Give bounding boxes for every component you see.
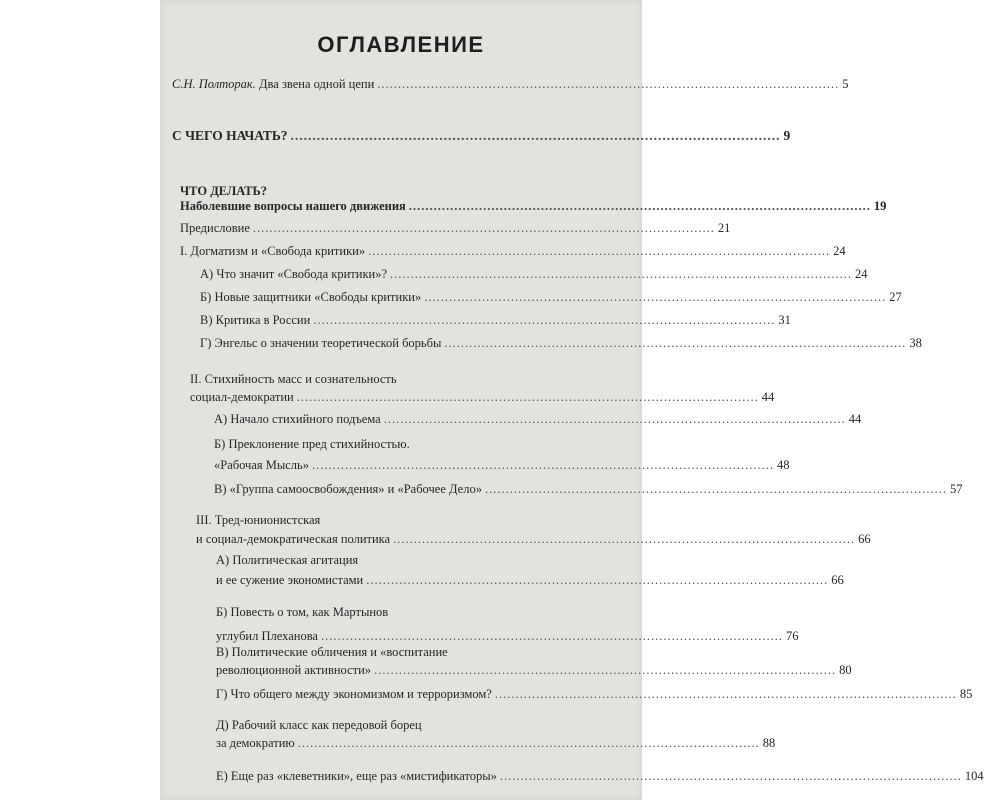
leader-dots: ................................................................................................................	[484, 482, 947, 496]
leader-dots: ................................................................................................................	[252, 221, 715, 235]
toc-entry-ch1-d: Г) Энгельс о значении теоретической борьбы ................................................................................................................ 38	[200, 336, 922, 350]
toc-entry-ch2-a: А) Начало стихийного подъема ................................................................................................................ 44	[214, 412, 862, 426]
leader-dots: ................................................................................................................	[408, 199, 871, 213]
leader-dots: ................................................................................................................	[494, 687, 957, 701]
ch2-b-line1: Б) Преклонение пред стихийностью.	[214, 437, 410, 451]
page-number: 80	[839, 663, 852, 677]
leader-dots: ................................................................................................................	[296, 390, 759, 404]
page-number: 5	[842, 77, 849, 91]
toc-entry-ch2-b: «Рабочая Мысль» ................................................................................................................ 48	[214, 458, 790, 472]
page-number: 57	[949, 482, 963, 496]
ch2-title-line1: II. Стихийность масс и сознательность	[190, 372, 397, 386]
page-number: 104	[964, 769, 984, 783]
page-number: 24	[833, 244, 846, 258]
leader-dots: ................................................................................................................	[313, 313, 776, 327]
toc-entry-ch3-a: и ее сужение экономистами ................................................................................................................ 66	[216, 573, 844, 587]
book-page	[160, 0, 984, 800]
toc-entry-ch2-c: В) «Группа самоосвобождения» и «Рабочее Дело» ................................................................................................................ 57	[214, 482, 963, 496]
leader-dots: ................................................................................................................	[366, 573, 829, 587]
page-number: 66	[858, 532, 871, 546]
toc-entry-ch1-a: А) Что значит «Свобода критики»? ................................................................................................................ 24	[200, 267, 868, 281]
ch3-c-line1: В) Политические обличения и «воспитание	[216, 645, 448, 659]
leader-dots: ................................................................................................................	[424, 290, 887, 304]
leader-dots: ................................................................................................................	[393, 532, 856, 546]
leader-dots: ................................................................................................................	[390, 267, 853, 281]
intro-author: С.Н. Полторак.	[172, 77, 256, 91]
leader-dots: ................................................................................................................	[290, 128, 781, 143]
toc-entry-intro	[172, 76, 849, 92]
part2-title: ЧТО ДЕЛАТЬ?	[180, 184, 268, 198]
page-number: 9	[783, 128, 791, 143]
page-number: 27	[889, 290, 902, 304]
page-number: 31	[778, 313, 791, 327]
page-number: 76	[785, 629, 799, 643]
leader-dots: ................................................................................................................	[499, 769, 962, 783]
toc-entry-subtitle: Наболевшие вопросы нашего движения ................................................................................................................ 19	[180, 199, 887, 213]
page-number: 19	[873, 199, 887, 213]
leader-dots: ................................................................................................................	[320, 629, 783, 643]
page-number: 38	[909, 336, 922, 350]
page-number: 66	[831, 573, 844, 587]
leader-dots: ................................................................................................................	[374, 663, 837, 677]
page-number: 88	[762, 736, 776, 750]
leader-dots: ................................................................................................................	[368, 244, 831, 258]
leader-dots: ................................................................................................................	[312, 458, 774, 472]
toc-entry-ch1-b: Б) Новые защитники «Свободы критики» ................................................................................................................ 27	[200, 290, 902, 304]
page-number: 44	[761, 390, 775, 404]
ch3-title-line1: III. Тред-юнионистская	[196, 513, 321, 527]
ch3-a-line1: А) Политическая агитация	[216, 553, 359, 567]
page-number: 48	[777, 458, 790, 472]
toc-entry-ch3-b: углубил Плеханова ................................................................................................................ 76	[216, 629, 799, 643]
page-number: 44	[848, 412, 862, 426]
toc-title: ОГЛАВЛЕНИЕ	[317, 32, 485, 57]
part1-title: С ЧЕГО НАЧАТЬ?	[172, 128, 288, 143]
page-number: 21	[717, 221, 731, 235]
toc-entry-ch1-c: В) Критика в России ................................................................................................................ 31	[200, 313, 791, 327]
intro-title: Два звена одной цепи	[259, 77, 375, 91]
ch3-e-line1: Д) Рабочий класс как передовой борец	[216, 718, 422, 732]
leader-dots: ................................................................................................................	[377, 77, 840, 91]
toc-entry-part1	[172, 128, 791, 144]
toc-entry-ch3-e: за демократию ................................................................................................................ 88	[216, 736, 776, 750]
leader-dots: ................................................................................................................	[444, 336, 907, 350]
toc-entry-ch1: I. Догматизм и «Свобода критики» ................................................................................................................ 24	[180, 244, 846, 258]
toc-entry-ch3-d: Г) Что общего между экономизмом и терроризмом? ................................................................................................................ 85	[216, 687, 973, 701]
toc-entry-ch3: и социал-демократическая политика ................................................................................................................ 66	[196, 532, 871, 546]
leader-dots: ................................................................................................................	[383, 412, 846, 426]
toc-entry-ch3-c: революционной активности» ................................................................................................................ 80	[216, 663, 852, 677]
toc-entry-preface: Предисловие ................................................................................................................ 21	[180, 221, 731, 235]
toc-entry-ch3-f: Е) Еще раз «клеветники», еще раз «мистификаторы» ................................................................................................................ 104	[216, 769, 984, 783]
page-number: 85	[959, 687, 973, 701]
page-number: 24	[855, 267, 868, 281]
ch3-b-line1: Б) Повесть о том, как Мартынов	[216, 605, 389, 619]
leader-dots: ................................................................................................................	[297, 736, 760, 750]
toc-entry-ch2: социал-демократии ................................................................................................................ 44	[190, 390, 775, 404]
